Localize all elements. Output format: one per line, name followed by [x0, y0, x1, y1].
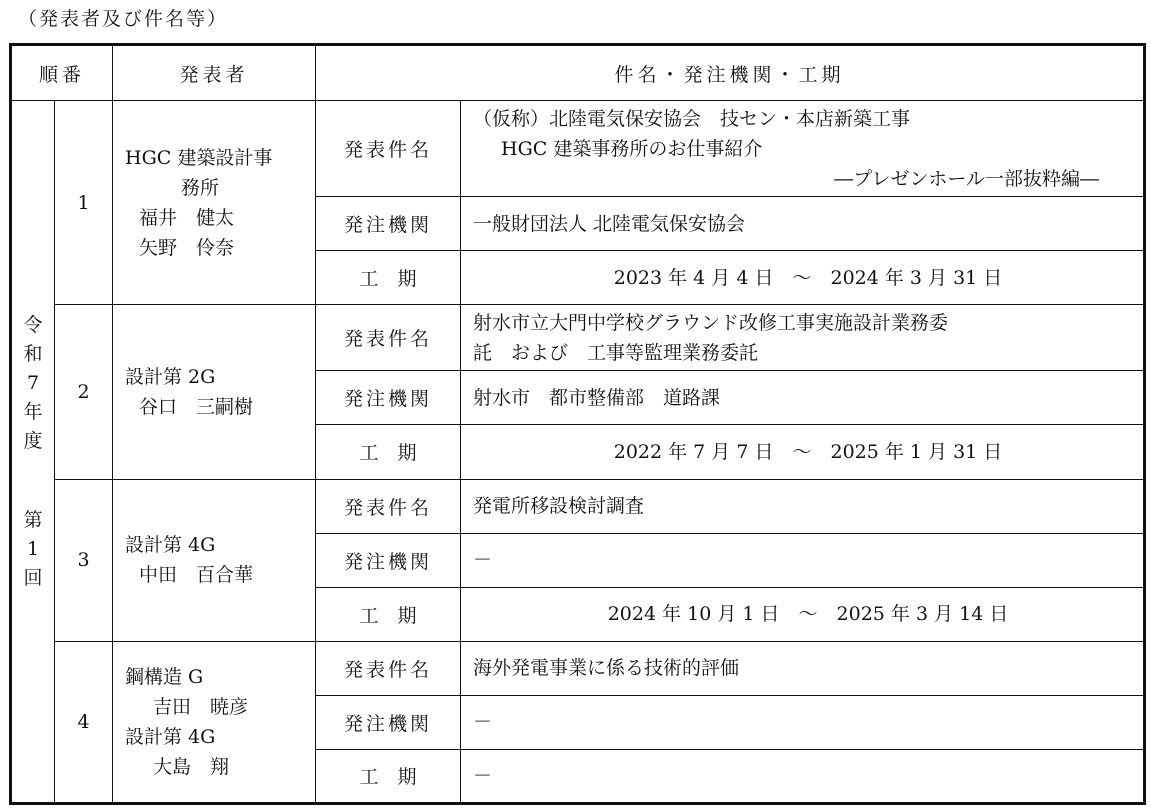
presenter-line: 大島 翔 [153, 755, 230, 778]
entry-period: 2022 年 7 月 7 日 ～ 2025 年 1 月 31 日 [461, 425, 1145, 479]
label-title: 発表件名 [316, 641, 461, 695]
entry-presenter [113, 479, 316, 641]
entry-number: 1 [55, 101, 113, 305]
entry-presenter [113, 101, 316, 305]
round-session-char: 第 [23, 508, 43, 531]
header-presenter: 発表者 [113, 45, 316, 101]
title-line: 射水市立大門中学校グラウンド改修工事実施設計業務委 [473, 311, 949, 334]
presenter-line: 設計第 4G [125, 534, 216, 557]
round-session-char: 回 [23, 566, 43, 589]
presenter-line: 務所 [181, 176, 220, 199]
title-line: 託 および 工事等監理業務委託 [473, 341, 759, 364]
entry-client: － [461, 695, 1145, 749]
label-period: 工 期 [316, 749, 461, 803]
entry-period: 2023 年 4 月 4 日 ～ 2024 年 3 月 31 日 [461, 251, 1145, 305]
entry-title [461, 101, 1145, 197]
label-client: 発注機関 [316, 371, 461, 425]
presenter-line: 設計第 2G [125, 365, 216, 388]
entry-presenter [113, 305, 316, 479]
entry-title: 発電所移設検討調査 [461, 479, 1145, 533]
header-subject: 件名・発注機関・工期 [316, 45, 1145, 101]
table-row [11, 641, 1145, 695]
round-session-char: 1 [26, 537, 40, 560]
table-header-row [11, 45, 1145, 101]
presentation-table [9, 43, 1146, 805]
presenter-line: 谷口 三嗣樹 [139, 395, 254, 418]
table-row [11, 479, 1145, 533]
presenter-line: 矢野 伶奈 [139, 236, 235, 259]
entry-client: 一般財団法人 北陸電気保安協会 [461, 197, 1145, 251]
label-title: 発表件名 [316, 101, 461, 197]
round-label [11, 101, 55, 804]
entry-title: 海外発電事業に係る技術的評価 [461, 641, 1145, 695]
label-period: 工 期 [316, 587, 461, 641]
round-year-char: 年 [23, 400, 43, 423]
entry-number: 2 [55, 305, 113, 479]
presenter-line: 鋼構造 G [125, 665, 204, 688]
entry-client: 射水市 都市整備部 道路課 [461, 371, 1145, 425]
presenter-line: 設計第 4G [125, 725, 216, 748]
title-line: ―プレゼンホール一部抜粋編― [834, 167, 1100, 190]
entry-period: － [461, 749, 1145, 803]
round-year-char: 令 [23, 313, 43, 336]
header-order: 順番 [11, 45, 113, 101]
round-year-char: 7 [26, 371, 40, 394]
title-line: （仮称）北陸電気保安協会 技セン・本店新築工事 [473, 107, 911, 130]
presenter-line: 福井 健太 [139, 206, 235, 229]
label-title: 発表件名 [316, 305, 461, 371]
presenter-line: HGC 建築設計事 [125, 146, 273, 169]
label-client: 発注機関 [316, 695, 461, 749]
document-caption: （発表者及び件名等） [18, 8, 229, 30]
entry-number: 4 [55, 641, 113, 803]
label-period: 工 期 [316, 425, 461, 479]
entry-presenter [113, 641, 316, 803]
round-year-char: 度 [23, 429, 43, 452]
label-client: 発注機関 [316, 197, 461, 251]
entry-period: 2024 年 10 月 1 日 ～ 2025 年 3 月 14 日 [461, 587, 1145, 641]
table-row [11, 305, 1145, 371]
table-row [11, 101, 1145, 197]
presenter-line: 吉田 暁彦 [153, 695, 249, 718]
label-client: 発注機関 [316, 533, 461, 587]
entry-title [461, 305, 1145, 371]
presenter-line: 中田 百合華 [139, 564, 254, 587]
title-line: HGC 建築事務所のお仕事紹介 [501, 137, 763, 160]
round-year-char: 和 [23, 342, 43, 365]
label-title: 発表件名 [316, 479, 461, 533]
entry-number: 3 [55, 479, 113, 641]
entry-client: － [461, 533, 1145, 587]
label-period: 工 期 [316, 251, 461, 305]
